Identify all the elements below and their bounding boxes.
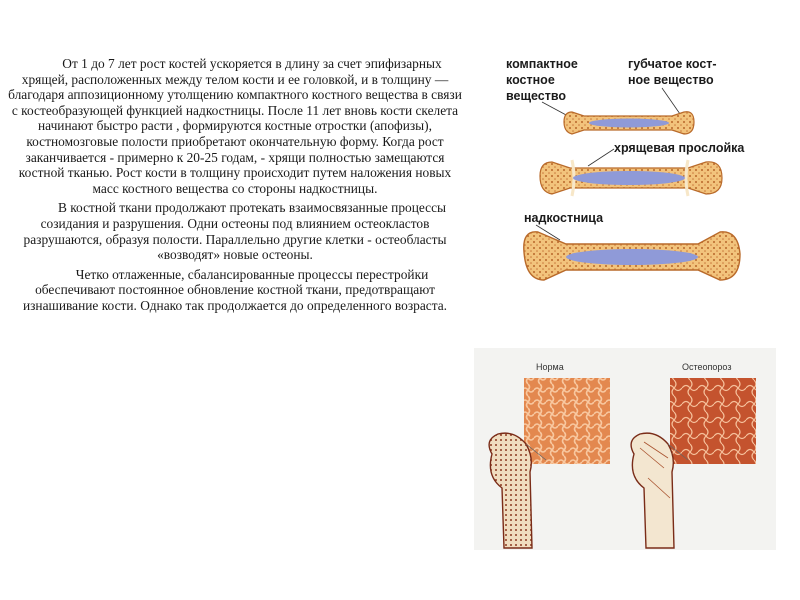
osteoporosis-figure: [474, 348, 776, 550]
label-spongy-line-2: ное вещество: [628, 73, 714, 87]
paragraph-3: Четко отлаженные, сбалансированные процессы перестройки обеспечивают постоянное обновление костной ткани, предотвращают изнашивание кости. Однако так продолжается до определенного возраста.: [22, 266, 448, 313]
osteoporosis-spongy-closeup: [670, 378, 756, 464]
label-osteoporosis: Остеопороз: [682, 362, 732, 372]
bone-growth-figure: [502, 54, 752, 290]
normal-spongy-closeup: [524, 378, 610, 464]
label-compact-line-2: костное: [506, 73, 555, 87]
bone-growing: [540, 160, 722, 196]
label-compact-line-1: компактное: [506, 57, 578, 71]
bone-young: [564, 112, 694, 134]
pointer-spongy: [662, 88, 680, 114]
label-periosteum: надкостница: [524, 211, 604, 225]
pointer-compact: [542, 102, 568, 116]
text-column: [6, 56, 464, 318]
pointer-cartilage: [588, 149, 614, 166]
label-normal: Норма: [536, 362, 564, 372]
label-spongy-line-1: губчатое кост-: [628, 57, 717, 71]
label-cartilage: хрящевая прослойка: [614, 141, 745, 155]
paragraph-2: В костной ткани продолжают протекать взаимосвязанные процессы созидания и разрушения. Одни остеоны под влиянием остеокластов разрушаются, образуя полости. Параллельно другие клетки - остеобласты «возводят» новые остеоны.: [23, 200, 447, 263]
paragraph-1: От 1 до 7 лет рост костей ускоряется в длину за счет эпифизарных хрящей, расположенных между телом кости и ее головкой, и в толщину — благодаря аппозиционному утолщению компактного костного вещества в связи с костеобразующей функцией надкостницы. После 11 лет вновь кости скелета начинают быстро расти , формируются костные отростки (апофизы), костномозговые полости приобретают окончательную форму. Когда рост заканчивается - примерно к 20-25 годам, - хрящи полностью замещаются костной тканью. Рост кости в толщину происходит путем наложения новых масс костного вещества со стороны надкостницы.: [8, 56, 462, 196]
bone-adult: [524, 232, 740, 280]
label-compact-line-3: вещество: [506, 89, 567, 103]
